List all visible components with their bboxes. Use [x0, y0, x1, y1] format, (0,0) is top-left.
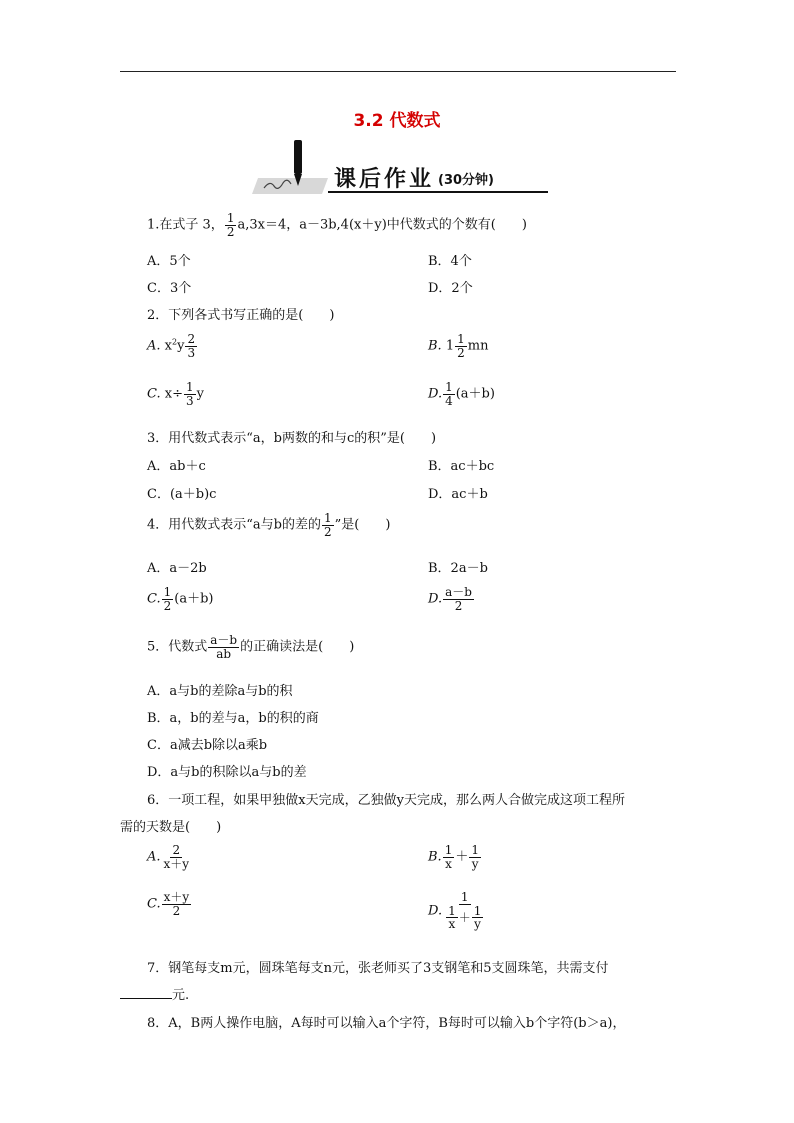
option-1b: B．4个	[428, 254, 472, 269]
option-3b: B．ac＋bc	[428, 459, 495, 474]
option-4a: A．a－2b	[147, 561, 207, 576]
option-2d: D. $\frac{1}{4}$ (a＋b)	[428, 380, 495, 408]
page-title: 3.2 代数式	[353, 111, 441, 131]
question-3: 3．用代数式表示“a，b两数的和与c的积”是( )	[147, 431, 437, 446]
option-2b: B. 1 $\frac{1}{2}$ mn	[428, 332, 489, 360]
option-1c: C．3个	[147, 281, 192, 296]
option-6c: C. $\frac{x+y}{2}$	[147, 890, 190, 918]
banner-title: 课后作业	[334, 167, 435, 192]
option-3c: C．(a＋b)c	[147, 487, 217, 502]
option-6b: B. $\frac{1}{x}$ ＋ $\frac{1}{y}$	[428, 843, 479, 871]
option-3a: A．ab＋c	[147, 459, 206, 474]
option-4b: B．2a－b	[428, 561, 488, 576]
option-6d: D. 1 $\frac{1}{x}$ ＋ $\frac{1}{y}$	[428, 890, 482, 932]
question-7-line-2: 元.	[120, 984, 189, 1003]
option-2a: A. $x^2y$ $\frac{2}{3}$	[147, 332, 196, 360]
option-2c: C. x÷ $\frac{1}{3}$ y	[147, 380, 204, 408]
option-5c: C．a减去b除以a乘b	[147, 738, 268, 753]
homework-banner	[252, 138, 552, 196]
option-6a: A. $\frac{2}{x+y}$	[147, 843, 190, 871]
option-5b: B．a，b的差与a，b的积的商	[147, 711, 319, 726]
banner-time: (30分钟)	[438, 173, 494, 188]
option-3d: D．ac＋b	[428, 487, 488, 502]
question-6-line-2: 需的天数是( )	[120, 820, 222, 835]
question-7-line-1: 7．钢笔每支m元，圆珠笔每支n元，张老师买了3支钢笔和5支圆珠笔，共需支付	[147, 961, 609, 976]
question-8-line-1: 8．A，B两人操作电脑，A每时可以输入a个字符，B每时可以输入b个字符(b＞a)，	[147, 1016, 626, 1031]
option-4c: C. $\frac{1}{2}$ (a＋b)	[147, 585, 214, 613]
question-1: 1.在式子 3， $\frac{1}{2}$ a,3x＝4，a－3b,4(x＋y)中代数式的个数有( )	[147, 211, 527, 239]
question-5: 5．代数式 $\frac{a-b}{ab}$ 的正确读法是( )	[147, 633, 355, 661]
option-1d: D．2个	[428, 281, 473, 296]
fraction: $\frac{1}{2}$	[226, 211, 235, 239]
question-2: 2．下列各式书写正确的是( )	[147, 308, 335, 323]
question-6-line-1: 6．一项工程，如果甲独做x天完成，乙独做y天完成，那么两人合做完成这项工程所	[147, 793, 625, 808]
option-4d: D. $\frac{a-b}{2}$	[428, 585, 472, 613]
header-rule	[120, 71, 676, 72]
option-5a: A．a与b的差除a与b的积	[147, 684, 293, 699]
option-5d: D．a与b的积除以a与b的差	[147, 765, 307, 780]
question-4: 4．用代数式表示“a与b的差的 $\frac{1}{2}$ ”是( )	[147, 511, 391, 539]
option-1a: A．5个	[147, 254, 191, 269]
answer-blank	[120, 986, 172, 999]
